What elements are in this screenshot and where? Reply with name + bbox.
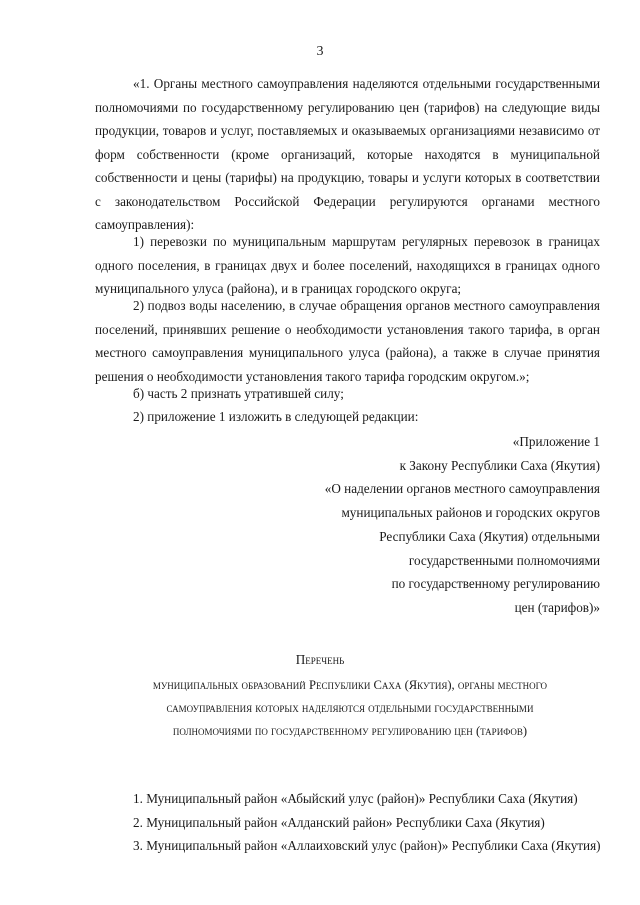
appendix-line: цен (тарифов)»: [514, 599, 600, 615]
list-subtitle-line: муниципальных образований Республики Саха (Якутия), органы местного: [152, 678, 548, 692]
appendix-line: по государственному регулированию: [391, 576, 600, 592]
appendix-header: [325, 430, 600, 620]
appendix-line: «Приложение 1: [512, 434, 600, 449]
paragraph-3: 2) подвоз воды населению, в случае обращения органов местного самоуправления поселений, принявших решение о необходимости установления такого тарифа, в орган местного самоуправления муниципального улуса (района), а также в случае принятия решения о необходимости установления такого тарифа городским округом.»;: [95, 298, 600, 384]
appendix-line: муниципальных районов и городских округов: [341, 505, 600, 521]
paragraph-4: б) часть 2 признать утратившей силу;: [133, 386, 344, 401]
list-subtitle-line: самоуправления которых наделяются отдельными государственными: [166, 701, 534, 715]
paragraph-2: 1) перевозки по муниципальным маршрутам регулярных перевозок в границах одного поселения, в границах двух и более поселений, находящихся в границах одного муниципального улуса (района), и в границах городского округа;: [95, 234, 600, 296]
list-item: 3. Муниципальный район «Аллаиховский улус (район)» Республики Саха (Якутия): [133, 838, 601, 853]
paragraph-1: «1. Органы местного самоуправления наделяются отдельными государственными полномочиями по государственному регулированию цен (тарифов) на следующие виды продукции, товаров и услуг, поставляемых и оказываемых организациями независимо от форм собственности (кроме организаций, которые находятся в муниципальной собственности и цены (тарифы) на продукцию, товары и услуги которых в соответствии с законодательством Российской Федерации регулируются органами местного самоуправления):: [95, 76, 600, 232]
paragraph-5: 2) приложение 1 изложить в следующей редакции:: [133, 409, 419, 424]
list-item: 1. Муниципальный район «Абыйский улус (район)» Республики Саха (Якутия): [133, 791, 578, 806]
appendix-line: «О наделении органов местного самоуправления: [324, 481, 600, 497]
list-title: Перечень: [295, 652, 345, 667]
appendix-line: к Закону Республики Саха (Якутия): [399, 457, 600, 473]
page-number: 3: [316, 44, 324, 59]
list-item: 2. Муниципальный район «Алданский район» Республики Саха (Якутия): [133, 814, 545, 830]
list-subtitle-line: полномочиями по государственному регулированию цен (тарифов): [172, 724, 528, 738]
appendix-line: Республики Саха (Якутия) отдельными: [379, 528, 600, 544]
appendix-line: государственными полномочиями: [408, 552, 600, 568]
municipality-list: [133, 787, 601, 858]
